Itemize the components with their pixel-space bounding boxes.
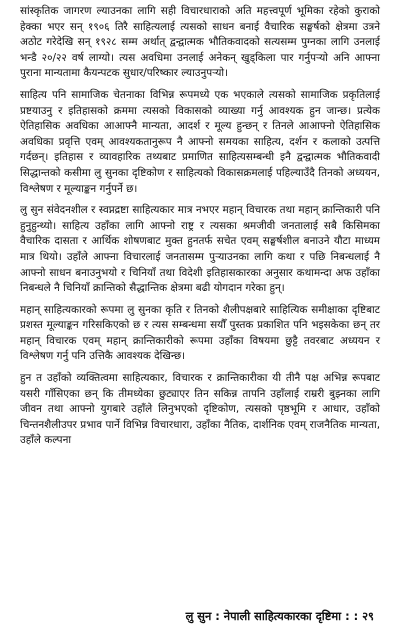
- body-text: [20, 4, 380, 449]
- page-footer: लु सुन : नेपाली साहित्यकारका दृष्टिमा : : २९: [185, 609, 374, 623]
- paragraph-4: महान् साहित्यकारको रूपमा लु सुनका कृति र तिनको शैलीपक्षबारे साहित्यिक समीक्षाका दृष्टिबाट प्रशस्त मूल्याङ्कन गरिसकिएको छ र त्यस सम्बन्धमा सयौँ पुस्तक प्रकाशित पनि भइसकेका छन् तर महान् विचारक एवम् महान् क्रान्तिकारीको रूपमा उहाँका विषयमा छुट्टै तवरबाट अध्ययन र विश्लेषण गर्नु पनि उत्तिकै आवश्यक देखिन्छ।: [20, 303, 380, 363]
- paragraph-3: लु सुन संवेदनशील र स्वप्नद्रष्टा साहित्यकार मात्र नभएर महान् विचारक तथा महान् क्रान्तिकारी पनि हुनुहुन्थ्यो। साहित्य उहाँका लागि आफ्नो राष्ट्र र त्यसका श्रमजीवी जनतालाई सबै किसिमका वैचारिक दासता र आर्थिक शोषणबाट मुक्त हुनतर्फ सचेत एवम् सङ्घर्षशील बनाउने यौटा माध्यम मात्र थियो। उहाँले आफ्ना विचारलाई जनतासम्म पुऱ्याउनका लागि कथा र पछि निबन्धलाई नै आफ्नो साधन बनाउनुभयो र चिनियाँ तथा विदेशी इतिहासकारका अनुसार कथामन्दा अफ उहाँका निबन्धले नै चिनियाँ क्रान्तिको सैद्धान्तिक क्षेत्रमा बढी योगदान गरेका हुन्।: [20, 204, 380, 295]
- paragraph-2: साहित्य पनि सामाजिक चेतनाका विभिन्न रूपमध्ये एक भएकाले त्यसको सामाजिक प्रकृतिलाई प्रष्टयाउनु र इतिहासको क्रममा त्यसको विकासको व्याख्या गर्नु आवश्यक हुन जान्छ। प्रत्येक ऐतिहासिक अवधिका आआफ्नै मान्यता, आदर्श र मूल्य हुन्छन् र तिनले आआफ्नो ऐतिहासिक अवधिका प्रवृत्ति एवम् आवश्यकतानुरूप नै आफ्नो समयका साहित्य, दर्शन र कलाको उत्पत्ति गर्दछन्। इतिहास र व्यावहारिक तथ्यबाट प्रमाणित साहित्यसम्बन्धी इनै द्वन्द्वात्मक भौतिकवादी सिद्धान्तको कसीमा लु सुनका दृष्टिकोण र साहित्यको विकासक्रमलाई पहिल्याउँदै तिनको अध्ययन, विश्लेषण र मूल्याङ्कन गर्नुपर्ने छ।: [20, 88, 380, 195]
- paragraph-5: हुन त उहाँको व्यक्तित्वमा साहित्यकार, विचारक र क्रान्तिकारीका यी तीनै पक्ष अभिन्न रूपबाट यसरी गाँसिएका छन् कि तीमध्येका छुट्याएर तिन सकिन्न तापनि उहाँलाई राम्ररी बुझ्नका लागि जीवन तथा आफ्नो युगबारे उहाँले लिनुभएको दृष्टिकोण, त्यसको पृष्ठभूमि र आधार, उहाँको चिन्तनशैलीउपर प्रभाव पार्ने विभिन्न विचारधारा, उहाँका नैतिक, दार्शनिक एवम् राजनैतिक मान्यता, उहाँले कल्पना: [20, 372, 380, 447]
- paragraph-1: सांस्कृतिक जागरण ल्याउनका लागि सही विचारधाराको अति महत्त्वपूर्ण भूमिका रहेको कुराको हेक्का भएर सन् १९०६ तिरै साहित्यलाई त्यसको साधन बनाई वैचारिक सङ्घर्षको क्षेत्रमा उत्रने अठोट गरेदेखि सन् १९२८ सम्म अर्थात् द्वन्द्वात्मक भौतिकवादको सत्यसम्म पुग्नका लागि उनलाई भन्डै २०/२२ वर्ष लाग्यो। त्यस अवधिमा उनलाई अनेकन् खुड्किला पार गर्नुपर्‍यो अनि आफ्ना पुराना मान्यतामा कैयन्पटक सुधार/परिष्कार ल्याउनुपर्‍यो।: [20, 5, 380, 80]
